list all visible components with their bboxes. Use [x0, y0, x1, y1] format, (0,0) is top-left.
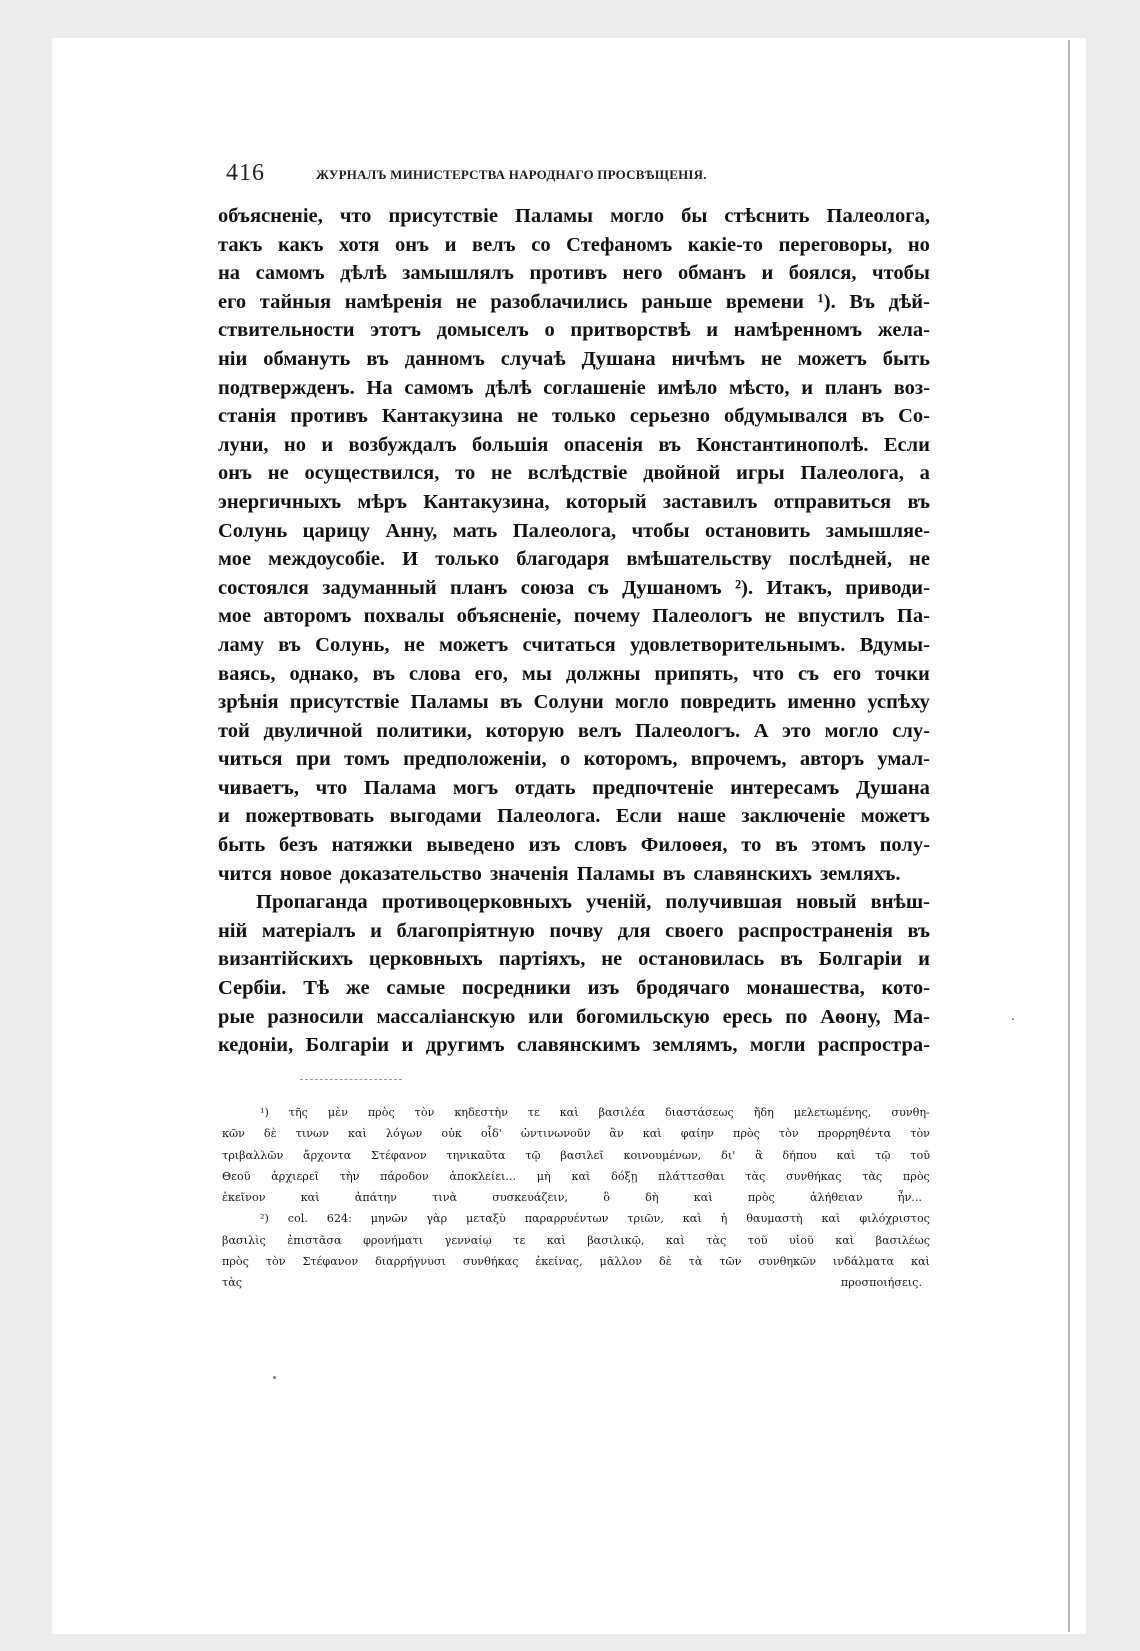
- footnote-line: πρὸς τὸν Στέφανον διαρρήγνυσι συνθήκας ἐκείνας, μᾶλλον δὲ τὰ τῶν συνθηκῶν ινδάλματα καὶ: [222, 1255, 930, 1269]
- text-line: той двуличной политики, которую велъ Палеологъ. А это могло слу-: [218, 719, 930, 742]
- footnote-line: βασιλὶς ἐπιστᾶσα φρονήματι γενναίῳ τε καὶ βασιλικῷ, καὶ τὰς τοῦ υἱοῦ καὶ βασιλέως: [222, 1233, 930, 1247]
- footnote-line: ¹) τῆς μὲν πρὸς τὸν κηδεστὴν τε καὶ βασιλέα διαστάσεως ἤδη μελετωμένης, συνθη-: [260, 1106, 930, 1119]
- text-line: Пропаганда противоцерковныхъ ученій, получившая новый внѣш-: [256, 891, 930, 914]
- text-line: византійскихъ церковныхъ партіяхъ, не остановилась въ Болгаріи и: [218, 948, 930, 971]
- footnotes: [222, 1102, 930, 1294]
- scan-speck: [273, 1376, 276, 1379]
- text-line: и пожертвовать выгодами Палеолога. Если наше заключеніе можетъ: [218, 805, 930, 828]
- text-line: ствительности этотъ домыселъ о притворствѣ и намѣренномъ жела-: [218, 319, 930, 342]
- text-line: станія противъ Кантакузина не только серьезно обдумывался въ Со-: [218, 405, 930, 428]
- text-line: онъ не осуществился, то не вслѣдствіе двойной игры Палеолога, а: [218, 462, 930, 485]
- journal-title: ЖУРНАЛЪ МИНИСТЕРСТВА НАРОДНАГО ПРОСВѢЩЕНІЯ.: [316, 167, 707, 182]
- text-line: ній матеріалъ и благопріятную почву для своего распространенія въ: [218, 919, 930, 942]
- text-line: ламу въ Солунь, не можетъ считаться удовлетворительнымъ. Вдумы-: [218, 633, 930, 656]
- page-number: 416: [226, 160, 265, 186]
- text-line: его тайныя намѣренія не разоблачились раньше времени ¹). Въ дѣй-: [218, 290, 930, 313]
- footnote-line: κῶν δὲ τινων καὶ λόγων οὐκ οἶδ' ὡντινωνοῦν ἂν καὶ φαίην πρὸς τὸν προρρηθέντα τὸν: [222, 1127, 930, 1141]
- text-line: мое авторомъ похвалы объясненіе, почему Палеологъ не впустилъ Па-: [218, 605, 930, 628]
- footnote-line: ²) col. 624: μηνῶν γὰρ μεταξὺ παραρρυέντων τριῶν, καὶ ἡ θαυμαστὴ καὶ φιλόχριστος: [260, 1212, 930, 1226]
- text-line: такъ какъ хотя онъ и велъ со Стефаномъ какіе-то переговоры, но: [218, 233, 930, 256]
- text-line: чится новое доказательство значенія Паламы въ славянскихъ земляхъ.: [218, 862, 901, 885]
- text-line: на самомъ дѣлѣ замышлялъ противъ него обманъ и боялся, чтобы: [218, 262, 930, 285]
- footnote-line: ἐκεῖνον καὶ ἀπάτην τινὰ συσκευάζειν, ὃ δὴ καὶ πρὸς ἀλήθειαν ἦν...: [222, 1191, 922, 1205]
- text-line: Солунь царицу Анну, мать Палеолога, чтобы остановить замышляе-: [218, 519, 930, 542]
- footnote-line: τὰς προσποιήσεις.: [222, 1276, 922, 1290]
- text-line: быть безъ натяжки выведено изъ словъ Филоѳея, то въ этомъ полу-: [218, 834, 930, 857]
- text-line: ваясь, однако, въ слова его, мы должны припять, что съ его точки: [218, 662, 930, 685]
- text-line: кедоніи, Болгаріи и другимъ славянскимъ землямъ, могли распростра-: [218, 1034, 930, 1057]
- text-line: состоялся задуманный планъ союза съ Душаномъ ²). Итакъ, приводи-: [218, 576, 930, 599]
- text-line: подтвержденъ. На самомъ дѣлѣ соглашеніе имѣло мѣсто, и планъ воз-: [218, 376, 930, 399]
- text-line: рые разносили массаліанскую или богомильскую ересь по Аѳону, Ма-: [218, 1005, 930, 1028]
- text-line: энергичныхъ мѣръ Кантакузина, который заставилъ отправиться въ: [218, 490, 930, 513]
- text-line: читься при томъ предположеніи, о которомъ, впрочемъ, авторъ умал-: [218, 748, 930, 771]
- main-text: [218, 202, 930, 1060]
- running-head: [226, 158, 926, 192]
- text-line: Сербіи. Тѣ же самые посредники изъ бродячаго монашества, кото-: [218, 977, 930, 1000]
- text-line: луни, но и возбуждалъ большія опасенія въ Константинополѣ. Если: [218, 433, 930, 456]
- footnote-line: τριβαλλῶν ἄρχοντα Στέφανον τηνικαῦτα τῷ βασιλεῖ κοινουμένων, δι' ἃ δήπου καὶ τῷ τοῦ: [222, 1148, 930, 1162]
- footnote-separator: [300, 1079, 402, 1080]
- footnote-line: Θεοῦ ἀρχιερεῖ τὴν πάροδον ἀποκλείει... μὴ καὶ δόξῃ πλάττεσθαι τὰς συνθήκας τὰς πρὸς: [222, 1169, 930, 1183]
- text-line: зрѣнія присутствіе Паламы въ Солуни могло повредить именно успѣху: [218, 691, 930, 714]
- text-line: объясненіе, что присутствіе Паламы могло бы стѣснить Палеолога,: [218, 205, 930, 227]
- text-line: чиваетъ, что Палама могъ отдать предпочтеніе интересамъ Душана: [218, 776, 930, 799]
- page-edge-line: [1068, 40, 1070, 1632]
- text-line: мое междоусобіе. И только благодаря вмѣшательству послѣдней, не: [218, 548, 930, 571]
- scan-speck: [1012, 1018, 1014, 1020]
- text-line: ніи обмануть въ данномъ случаѣ Душана ничѣмъ не можетъ быть: [218, 347, 930, 370]
